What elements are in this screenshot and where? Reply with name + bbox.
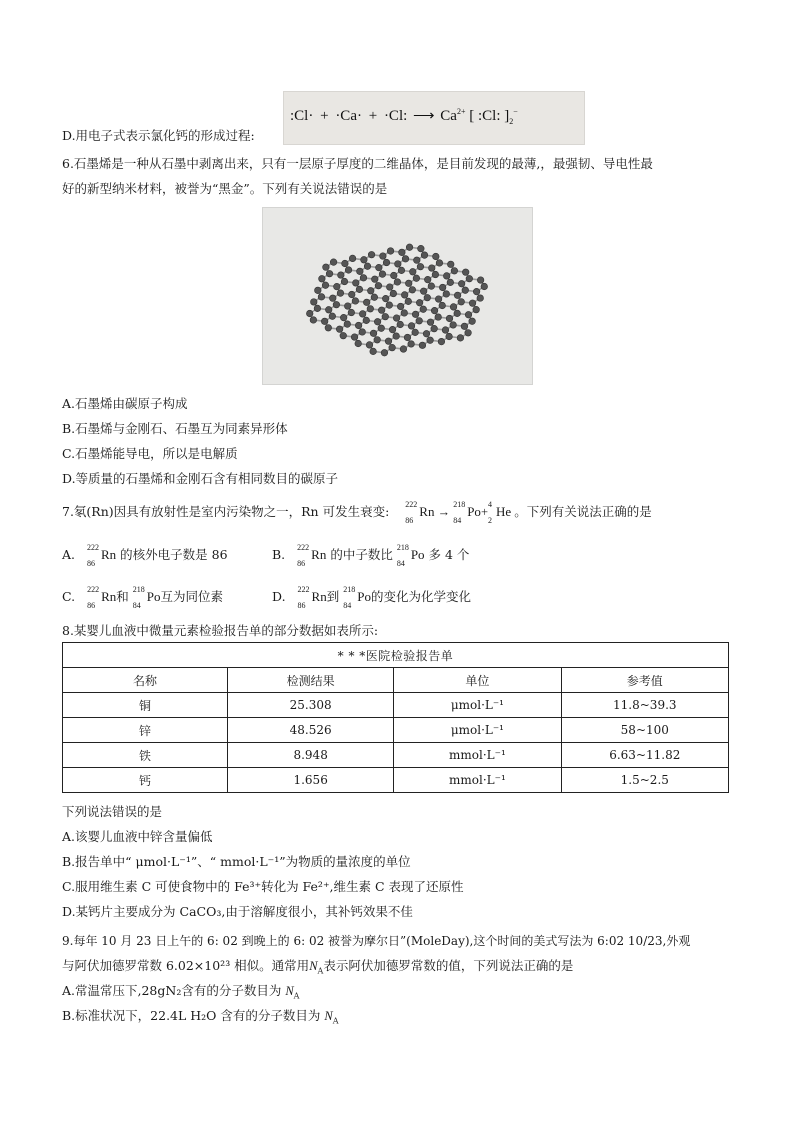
table-cell: 钙 <box>63 768 228 793</box>
table-cell: 锌 <box>63 718 228 743</box>
carbon-atom <box>359 311 366 318</box>
table-header-row <box>63 668 729 693</box>
carbon-atom <box>465 311 472 318</box>
carbon-atom <box>420 288 427 295</box>
carbon-atom <box>378 325 385 332</box>
carbon-atom <box>442 327 449 334</box>
carbon-atom <box>466 275 473 282</box>
carbon-atom <box>432 271 439 278</box>
carbon-atom <box>433 253 440 260</box>
carbon-atom <box>420 306 427 313</box>
carbon-atom <box>397 321 404 328</box>
carbon-atom <box>321 318 328 325</box>
product-charge: − <box>513 107 518 116</box>
carbon-atom <box>401 310 408 317</box>
q8-option-b: B.报告单中“ μmol·L⁻¹”、“ mmol·L⁻¹”为物质的量浓度的单位 <box>62 854 411 869</box>
carbon-atom <box>326 270 333 277</box>
table-row <box>63 768 729 793</box>
carbon-atom <box>405 280 412 287</box>
q7-stem: 7.氡(Rn)因具有放射性是室内污染物之一，Rn 可发生衰变: 222 86 Rn → 218 84 Po+ 4 2 He 。下列有关说法正确的是 <box>62 500 652 525</box>
carbon-atom <box>447 279 454 286</box>
carbon-atom <box>386 302 393 309</box>
carbon-atom <box>322 282 329 289</box>
carbon-atom <box>364 263 371 270</box>
col-header: 检测结果 <box>228 668 394 693</box>
carbon-atom <box>399 249 406 256</box>
table-row <box>63 718 729 743</box>
carbon-atom <box>446 315 453 322</box>
carbon-atom <box>412 329 419 336</box>
carbon-atom <box>376 264 383 271</box>
carbon-atom <box>397 303 404 310</box>
carbon-atom <box>379 271 386 278</box>
q8-option-c: C.服用维生素 C 可使食物中的 Fe³⁺转化为 Fe²⁺,维生素 C 表现了还原性 <box>62 879 464 894</box>
carbon-atom <box>329 295 336 302</box>
q6-option-d: D.等质量的石墨烯和金刚石含有相同数目的碳原子 <box>62 471 339 486</box>
carbon-atom <box>361 256 368 263</box>
carbon-atom <box>424 294 431 301</box>
carbon-atom <box>381 349 388 356</box>
carbon-atom <box>359 329 366 336</box>
q9-stem-line1: 9.每年 10 月 23 日上午的 6: 02 到晚上的 6: 02 被誉为摩尔日”(MoleDay),这个时间的美式写法为 6:02 10/23,外观 <box>62 934 691 948</box>
carbon-atom <box>338 272 345 279</box>
carbon-atom <box>477 295 484 302</box>
table-cell: 25.308 <box>228 693 394 718</box>
carbon-atom <box>451 268 458 275</box>
carbon-atom <box>436 260 443 267</box>
carbon-atom <box>414 257 421 264</box>
carbon-atom <box>428 265 435 272</box>
carbon-atom <box>378 307 385 314</box>
carbon-atom <box>457 335 464 342</box>
carbon-atom <box>380 253 387 260</box>
he-nuclide: 4 2 He <box>488 500 512 525</box>
carbon-atom <box>402 256 409 263</box>
reaction-arrow: ⟶ <box>413 108 435 124</box>
carbon-atom <box>374 337 381 344</box>
carbon-atom <box>416 318 423 325</box>
carbon-atom <box>401 292 408 299</box>
q9-option-b: B.标准状况下，22.4L H₂O 含有的分子数目为 $N_A$ <box>62 1008 339 1026</box>
carbon-atom <box>368 251 375 258</box>
q6-option-c: C.石墨烯能导电，所以是电解质 <box>62 446 238 461</box>
carbon-atom <box>412 311 419 318</box>
ca-dot: ·Ca· <box>335 108 362 124</box>
carbon-atom <box>310 317 317 324</box>
q9-stem-line2: 与阿伏加德罗常数 6.02×10²³ 相似。通常用$N_A$表示阿伏加德罗常数的值，下列说法正确的是 <box>62 958 574 976</box>
table-cell: 48.526 <box>228 718 394 743</box>
carbon-atom <box>395 261 402 268</box>
carbon-atom <box>431 307 438 314</box>
carbon-atom <box>325 306 332 313</box>
carbon-atom <box>367 287 374 294</box>
carbon-atom <box>348 309 355 316</box>
carbon-atom <box>413 275 420 282</box>
table-title: * * *医院检验报告单 <box>63 643 729 668</box>
table-cell: 铁 <box>63 743 228 768</box>
carbon-atom <box>345 267 352 274</box>
lab-report-table <box>62 642 729 793</box>
carbon-atom <box>315 287 322 294</box>
product-subscript: 2 <box>509 117 514 126</box>
carbon-atom <box>418 245 425 252</box>
carbon-atom <box>419 342 426 349</box>
carbon-atom <box>408 323 415 330</box>
graphene-lattice-illustration <box>263 208 532 384</box>
q8-option-a: A.该婴儿血液中锌含量偏低 <box>62 829 213 844</box>
table-cell: 铜 <box>63 693 228 718</box>
carbon-atom <box>385 338 392 345</box>
carbon-atom <box>431 325 438 332</box>
carbon-atom <box>382 295 389 302</box>
carbon-atom <box>383 259 390 266</box>
carbon-atom <box>323 264 330 271</box>
table-cell: 11.8~39.3 <box>561 693 728 718</box>
carbon-atom <box>310 299 317 306</box>
carbon-atom <box>428 283 435 290</box>
carbon-atom <box>454 310 461 317</box>
col-header: 参考值 <box>561 668 728 693</box>
carbon-atom <box>435 296 442 303</box>
carbon-atom <box>389 344 396 351</box>
carbon-atom <box>462 287 469 294</box>
carbon-atom <box>469 300 476 307</box>
carbon-atom <box>477 277 484 284</box>
carbon-atom <box>340 332 347 339</box>
carbon-atom <box>394 279 401 286</box>
carbon-atom <box>404 334 411 341</box>
carbon-atom <box>417 263 424 270</box>
q6-option-b: B.石墨烯与金刚石、石墨互为同素异形体 <box>62 421 288 436</box>
carbon-atom <box>375 282 382 289</box>
carbon-atom <box>374 318 381 325</box>
carbon-atom <box>336 326 343 333</box>
carbon-atom <box>424 276 431 283</box>
carbon-atom <box>340 314 347 321</box>
carbon-atom <box>356 286 363 293</box>
carbon-atom <box>325 325 332 332</box>
carbon-atom <box>355 340 362 347</box>
q6-option-a: A.石墨烯由碳原子构成 <box>62 396 188 411</box>
carbon-atom <box>408 341 415 348</box>
q8-option-d: D.某钙片主要成分为 CaCO₃,由于溶解度很小，其补钙效果不佳 <box>62 904 413 919</box>
carbon-atom <box>461 323 468 330</box>
table-cell: mmol·L⁻¹ <box>394 743 561 768</box>
carbon-atom <box>357 268 364 275</box>
carbon-atom <box>427 337 434 344</box>
carbon-atom <box>462 269 469 276</box>
table-cell: 1.656 <box>228 768 394 793</box>
decay-arrow: → <box>437 505 451 519</box>
q5-option-d: D.用电子式表示氯化钙的形成过程: <box>62 128 255 143</box>
table-cell: μmol·L⁻¹ <box>394 693 561 718</box>
q9-option-a: A.常温常压下,28gN₂含有的分子数目为 $N_A$ <box>62 983 300 1001</box>
carbon-atom <box>334 283 341 290</box>
carbon-atom <box>446 333 453 340</box>
carbon-atom <box>447 261 454 268</box>
po-nuclide: 218 84 Po <box>453 500 481 525</box>
carbon-atom <box>473 306 480 313</box>
q8-stem: 8.某婴儿血液中微量元素检验报告单的部分数据如表所示: <box>62 623 379 638</box>
table-cell: 1.5~2.5 <box>561 768 728 793</box>
graphene-image <box>262 207 533 385</box>
carbon-atom <box>351 334 358 341</box>
carbon-atom <box>390 290 397 297</box>
carbon-atom <box>435 314 442 321</box>
carbon-atom <box>473 288 480 295</box>
table-cell: μmol·L⁻¹ <box>394 718 561 743</box>
carbon-atom <box>342 260 349 267</box>
table-row <box>63 743 729 768</box>
carbon-atom <box>318 294 325 301</box>
q7-option-a: A. 222 86 Rn 的核外电子数是 86 <box>62 543 228 568</box>
q7-option-d: D. 222 86 Rn到 218 84 Po的变化为化学变化 <box>272 585 471 610</box>
col-header: 名称 <box>63 668 228 693</box>
carbon-atom <box>421 252 428 259</box>
q6-stem-line2: 好的新型纳米材料，被誉为“黑金”。下列有关说法错误的是 <box>62 181 388 196</box>
carbon-atom <box>416 299 423 306</box>
carbon-atom <box>363 317 370 324</box>
carbon-atom <box>370 330 377 337</box>
plus-sign: + <box>320 108 329 124</box>
carbon-atom <box>344 321 351 328</box>
carbon-atom <box>371 276 378 283</box>
table-cell: 6.63~11.82 <box>561 743 728 768</box>
carbon-atom <box>352 298 359 305</box>
carbon-atom <box>454 292 461 299</box>
carbon-atom <box>329 313 336 320</box>
electron-dot-formula-image <box>283 91 585 145</box>
carbon-atom <box>458 299 465 306</box>
carbon-atom <box>387 248 394 255</box>
carbon-atom <box>443 291 450 298</box>
carbon-atom <box>389 326 396 333</box>
carbon-atom <box>450 322 457 329</box>
carbon-atom <box>423 330 430 337</box>
q7-option-b: B. 222 86 Rn 的中子数比 218 84 Po 多 4 个 <box>272 543 470 568</box>
table-cell: 8.948 <box>228 743 394 768</box>
carbon-atom <box>469 318 476 325</box>
carbon-atom <box>370 348 377 355</box>
carbon-atom <box>337 290 344 297</box>
plus-sign: + <box>368 108 378 124</box>
carbon-atom <box>450 304 457 311</box>
carbon-atom <box>409 268 416 275</box>
carbon-atom <box>341 278 348 285</box>
carbon-atom <box>348 291 355 298</box>
carbon-atom <box>349 255 356 262</box>
carbon-atom <box>406 244 413 251</box>
carbon-atom <box>393 333 400 340</box>
q7-option-c: C. 222 86 Rn和 218 84 Po互为同位素 <box>62 585 223 610</box>
carbon-atom <box>382 313 389 320</box>
carbon-atom <box>390 272 397 279</box>
carbon-atom <box>363 299 370 306</box>
carbon-atom <box>367 306 374 313</box>
carbon-atom <box>439 284 446 291</box>
carbon-atom <box>330 259 337 266</box>
carbon-atom <box>409 287 416 294</box>
carbon-atom <box>314 305 321 312</box>
carbon-atom <box>439 302 446 309</box>
carbon-atom <box>405 298 412 305</box>
cl-left-dot: :Cl· <box>290 108 314 124</box>
product-ca: Ca <box>440 108 457 124</box>
carbon-atom <box>386 284 393 291</box>
cl-right-dot: ·Cl: <box>383 108 408 124</box>
table-row <box>63 693 729 718</box>
carbon-atom <box>352 280 359 287</box>
q6-stem-line1: 6.石墨烯是一种从石墨中剥离出来，只有一层原子厚度的二维晶体，是目前发现的最薄,，最强韧、导电性最 <box>62 156 653 171</box>
carbon-atom <box>465 329 472 336</box>
carbon-atom <box>355 322 362 329</box>
table-cell: 58~100 <box>561 718 728 743</box>
rn-nuclide: 222 86 Rn <box>405 500 435 525</box>
carbon-atom <box>344 303 351 310</box>
carbon-atom <box>398 267 405 274</box>
carbon-atom <box>438 338 445 345</box>
carbon-atom <box>306 310 313 317</box>
q8-after-text: 下列说法错误的是 <box>62 804 163 819</box>
carbon-atom <box>427 319 434 326</box>
col-header: 单位 <box>394 668 561 693</box>
carbon-atom <box>481 283 488 290</box>
carbon-atom <box>393 315 400 322</box>
carbon-atom <box>366 342 373 349</box>
product-ca-charge: 2+ <box>456 107 466 116</box>
product-cl-bracket: [ :Cl: ] <box>469 108 510 124</box>
carbon-atom <box>360 275 367 282</box>
carbon-atom <box>371 294 378 301</box>
carbon-atom <box>319 275 326 282</box>
carbon-atom <box>400 346 407 353</box>
carbon-atom <box>443 273 450 280</box>
table-cell: mmol·L⁻¹ <box>394 768 561 793</box>
carbon-atom <box>333 301 340 308</box>
carbon-atom <box>458 280 465 287</box>
